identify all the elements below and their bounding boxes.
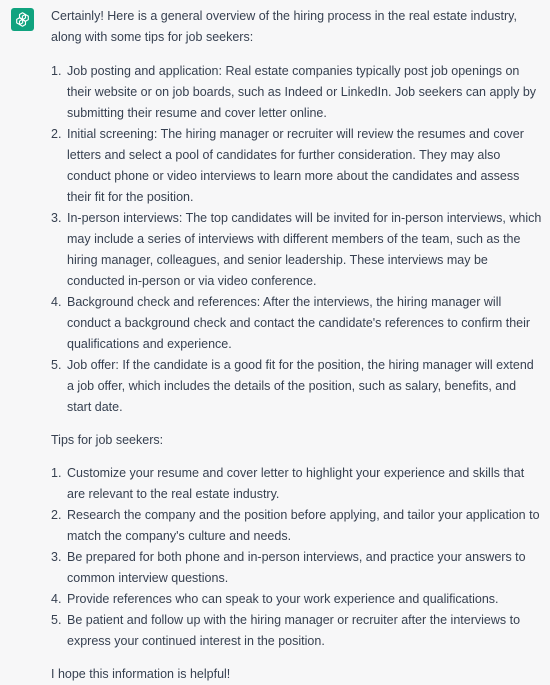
list-item	[51, 292, 543, 355]
list-item-text: Provide references who can speak to your work experience and qualifications.	[67, 592, 499, 606]
list-item	[51, 547, 543, 589]
openai-logo-icon	[14, 11, 31, 28]
list-item	[51, 505, 543, 547]
assistant-avatar	[11, 8, 34, 31]
list-item	[51, 61, 543, 124]
list-item-text: Be patient and follow up with the hiring manager or recruiter after the interviews to express your continued interest in the position.	[67, 613, 521, 648]
list-number: 1.	[51, 466, 62, 480]
list-item	[51, 589, 543, 610]
list-item-text: In-person interviews: The top candidates will be invited for in-person interviews, which may include a series of interviews with different members of the team, such as the hiring manager, colleagues, and senior leadership. These interviews may be conducted in-person or via video conference.	[67, 211, 542, 288]
list-item	[51, 124, 543, 208]
list-number: 1.	[51, 64, 62, 78]
list-number: 5.	[51, 358, 62, 372]
list-item	[51, 208, 543, 292]
list-number: 2.	[51, 508, 62, 522]
list-number: 3.	[51, 211, 62, 225]
closing-text: I hope this information is helpful!	[51, 667, 231, 681]
list-number: 4.	[51, 592, 62, 606]
list-item-text: Research the company and the position before applying, and tailor your application to match the company's culture and needs.	[67, 508, 540, 543]
assistant-message	[51, 6, 543, 685]
list-item-text: Initial screening: The hiring manager or recruiter will review the resumes and cover letters and select a pool of candidates for further consideration. They may also conduct phone or video interviews to learn more about the candidates and assess their fit for the position.	[67, 127, 524, 204]
list-number: 5.	[51, 613, 62, 627]
list-number: 4.	[51, 295, 62, 309]
list-item-text: Be prepared for both phone and in-person interviews, and practice your answers to common interview questions.	[67, 550, 526, 585]
list-item-text: Job offer: If the candidate is a good fit for the position, the hiring manager will extend a job offer, which includes the details of the position, such as salary, benefits, and start date.	[67, 358, 534, 414]
list-item	[51, 355, 543, 418]
tips-heading: Tips for job seekers:	[51, 433, 164, 447]
list-item-text: Customize your resume and cover letter to highlight your experience and skills that are relevant to the real estate industry.	[67, 466, 525, 501]
list-item	[51, 610, 543, 652]
list-item-text: Job posting and application: Real estate companies typically post job openings on their website or on job boards, such as Indeed or LinkedIn. Job seekers can apply by submitting their resume and cover letter online.	[67, 64, 537, 120]
list-number: 2.	[51, 127, 62, 141]
intro-text: Certainly! Here is a general overview of the hiring process in the real estate industry, along with some tips for job seekers:	[51, 9, 517, 44]
tips-list	[51, 463, 543, 652]
list-item	[51, 463, 543, 505]
list-item-text: Background check and references: After the interviews, the hiring manager will conduct a background check and contact the candidate's references to confirm their qualifications and experience.	[67, 295, 531, 351]
process-list	[51, 61, 543, 418]
list-number: 3.	[51, 550, 62, 564]
